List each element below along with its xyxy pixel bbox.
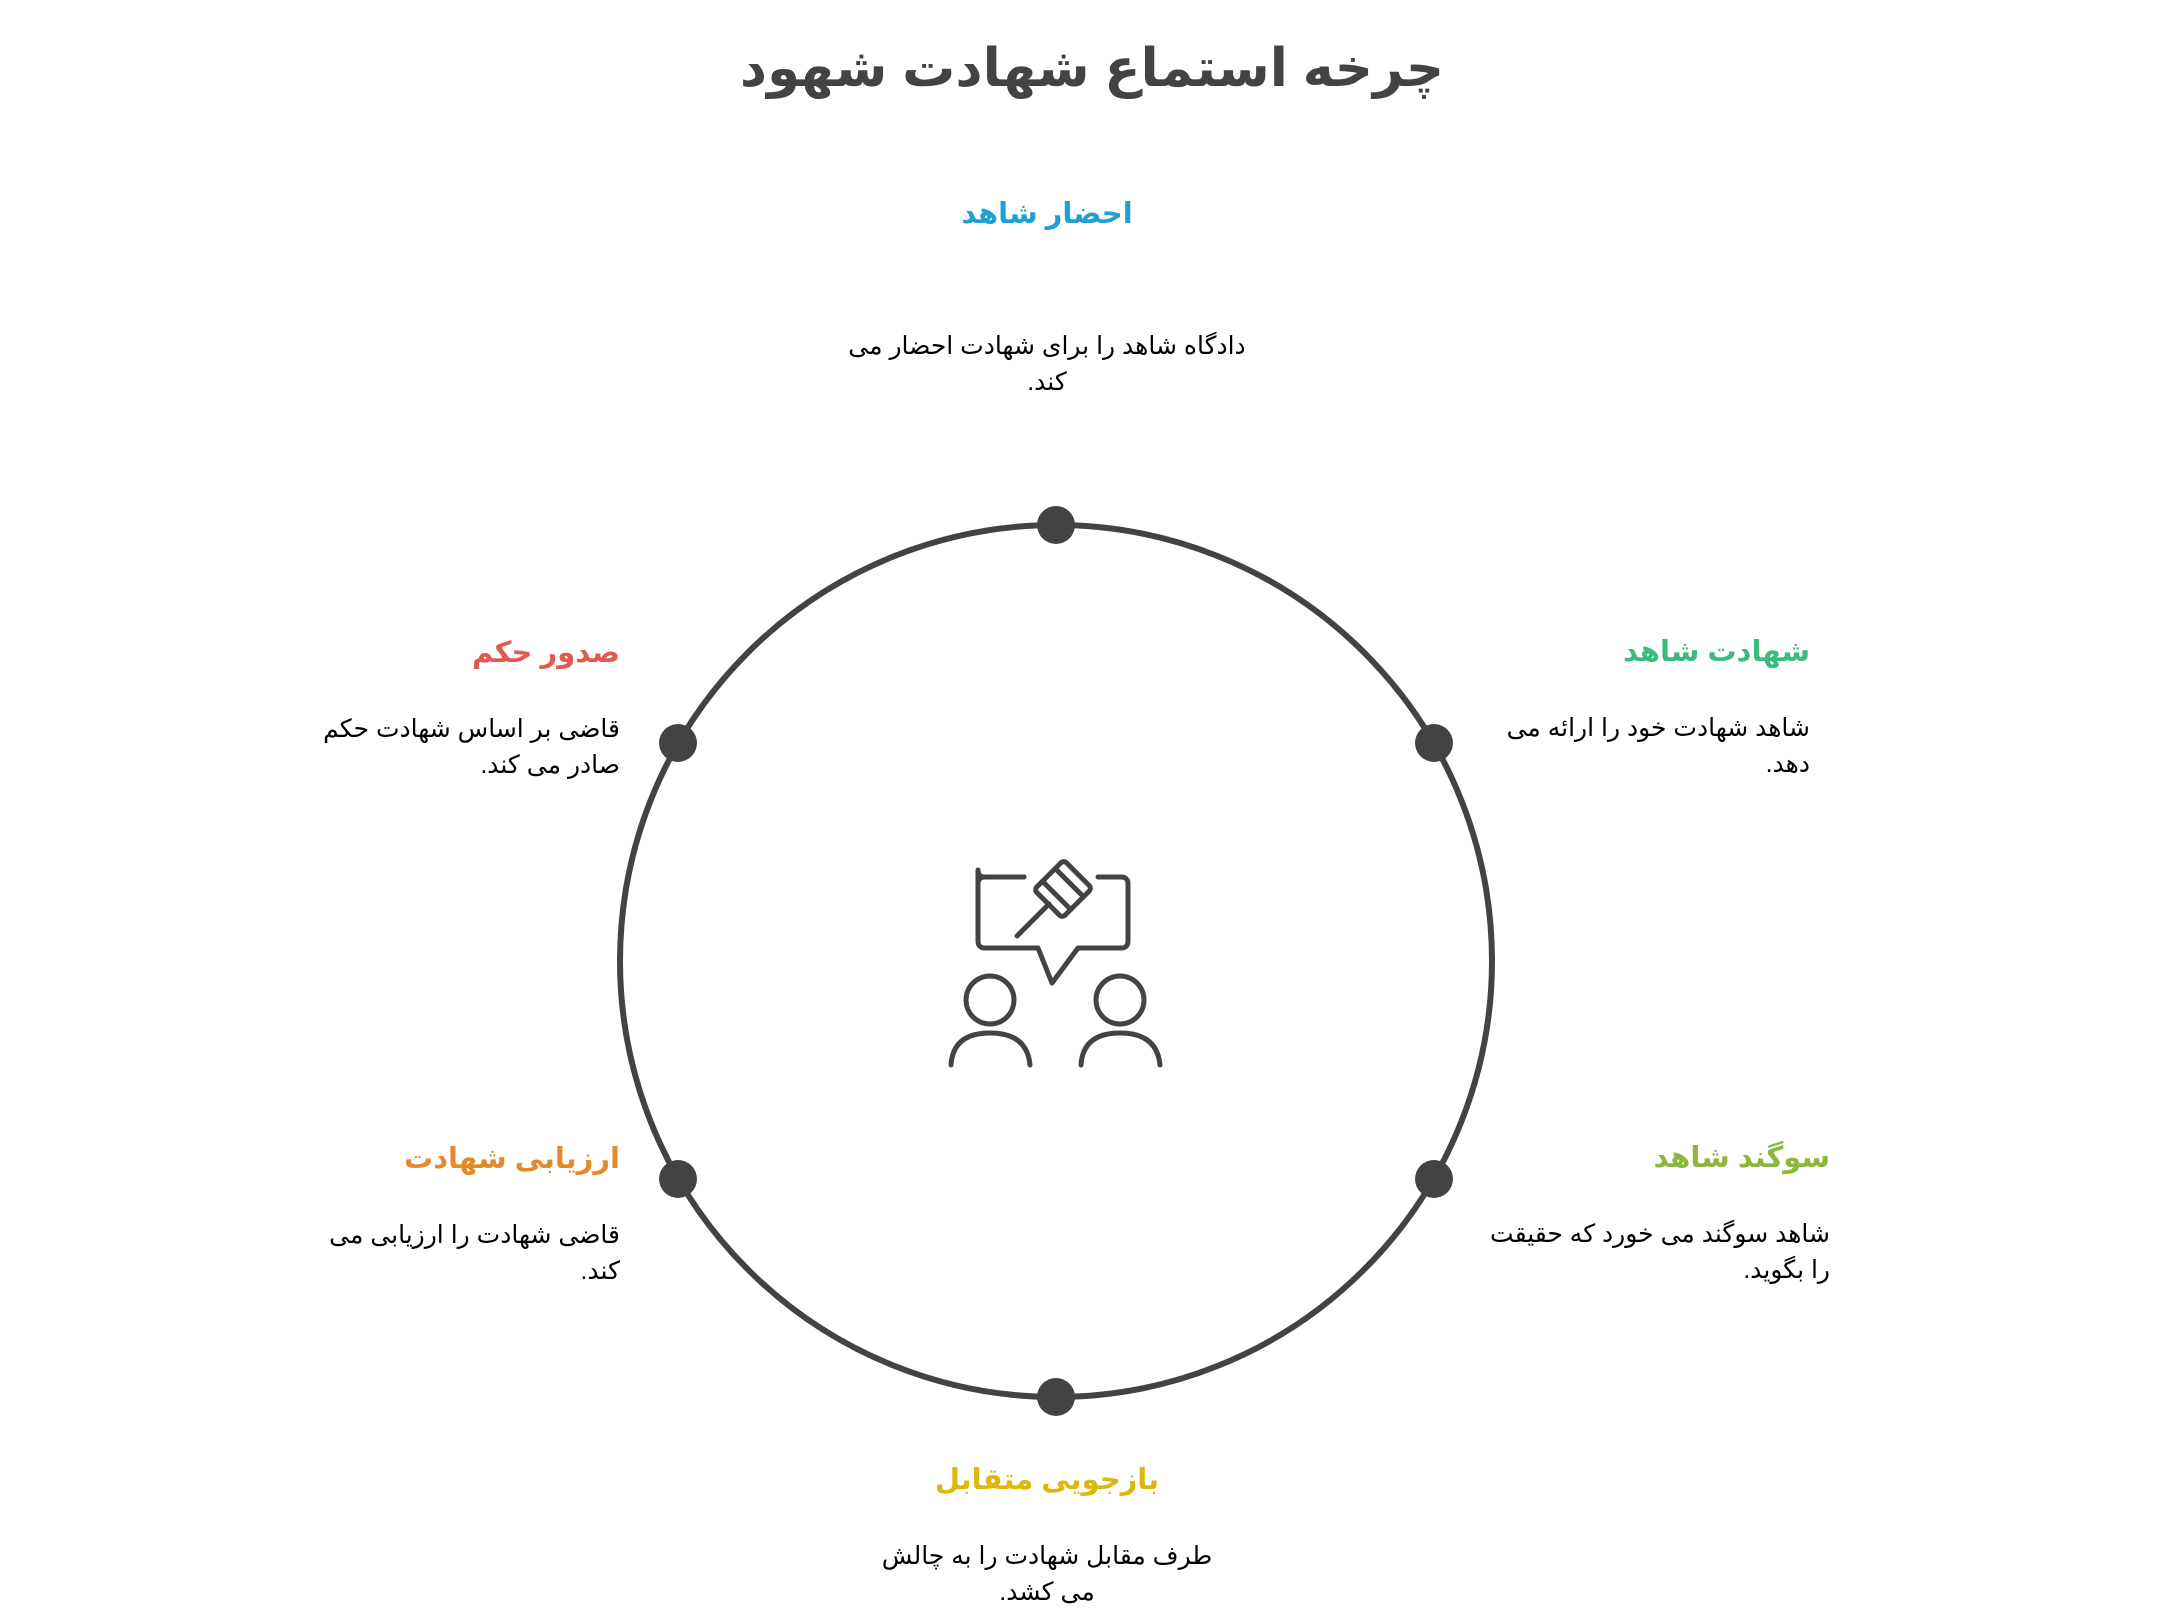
step-testimony-title: شهادت شاهد	[1623, 636, 1810, 668]
node-testimony	[1415, 724, 1453, 762]
step-oath-title: سوگند شاهد	[1653, 1142, 1830, 1174]
step-testimony-desc-line1: شاهد شهادت خود را ارائه می	[1506, 714, 1810, 742]
step-verdict-desc	[290, 711, 620, 783]
step-summon-desc-line2: کند.	[1027, 368, 1067, 396]
cycle-ring	[620, 525, 1492, 1397]
step-summon-desc	[842, 328, 1252, 400]
step-cross	[842, 1462, 1252, 1610]
node-evaluate	[659, 1160, 697, 1198]
page-title: چرخه استماع شهادت شهود	[739, 39, 1445, 98]
step-summon-desc-line1: دادگاه شاهد را برای شهادت احضار می	[848, 332, 1246, 360]
step-cross-desc-line1: طرف مقابل شهادت را به چالش	[881, 1542, 1213, 1570]
step-evaluate-title: ارزیابی شهادت	[404, 1143, 620, 1175]
court-gavel-witnesses-icon	[951, 860, 1160, 1065]
step-summon	[842, 196, 1252, 396]
step-oath-desc	[1450, 1216, 1830, 1288]
step-evaluate-desc-line1: قاضی شهادت را ارزیابی می	[329, 1221, 620, 1249]
step-oath	[1450, 1140, 1830, 1288]
step-summon-title: احضار شاهد	[961, 198, 1133, 230]
step-testimony-desc-line2: دهد.	[1765, 750, 1810, 778]
step-verdict	[290, 635, 620, 783]
step-evaluate-desc	[290, 1217, 620, 1289]
step-verdict-title: صدور حکم	[471, 637, 620, 669]
node-oath	[1415, 1160, 1453, 1198]
step-testimony-desc	[1450, 710, 1810, 782]
step-verdict-desc-line2: صادر می کند.	[480, 751, 620, 779]
step-testimony	[1450, 634, 1810, 782]
step-cross-desc-line2: می کشد.	[999, 1578, 1095, 1606]
node-cross	[1037, 1378, 1075, 1416]
step-cross-title: بازجویی متقابل	[934, 1464, 1160, 1496]
node-summon	[1037, 506, 1075, 544]
step-evaluate-desc-line2: کند.	[580, 1257, 620, 1285]
step-evaluate	[290, 1141, 620, 1289]
node-verdict	[659, 724, 697, 762]
step-oath-desc-line1: شاهد سوگند می خورد که حقیقت	[1490, 1220, 1830, 1248]
step-cross-desc	[842, 1538, 1252, 1610]
step-oath-desc-line2: را بگوید.	[1743, 1256, 1830, 1284]
step-verdict-desc-line1: قاضی بر اساس شهادت حکم	[323, 715, 620, 743]
